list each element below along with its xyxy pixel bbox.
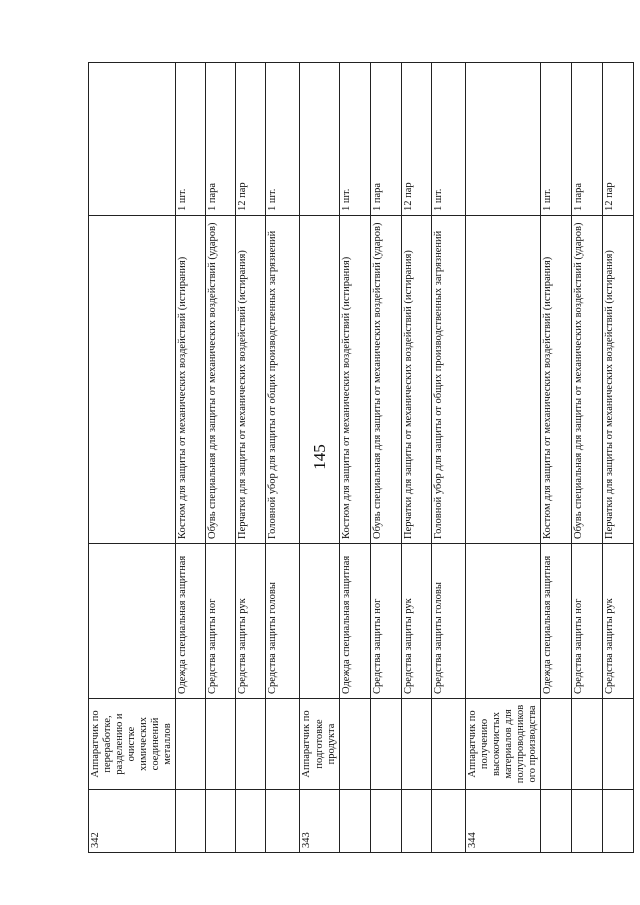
page-number-text: 145 — [310, 444, 329, 470]
table-row — [176, 63, 206, 853]
table-row — [401, 63, 431, 853]
empty-cell — [300, 544, 339, 699]
item-number: 344 — [465, 790, 540, 853]
table-row — [266, 63, 300, 853]
table-row — [431, 63, 465, 853]
gear-name: Головной убор для защиты от общих производственных загрязнений — [266, 216, 300, 544]
table-row — [572, 63, 603, 853]
table-row — [603, 63, 634, 853]
gear-type: Средства защиты головы — [431, 544, 465, 699]
gear-type: Средства защиты ног — [206, 544, 236, 699]
empty-cell — [89, 216, 176, 544]
empty-cell — [300, 216, 339, 544]
gear-type: Средства защиты рук — [401, 544, 431, 699]
gear-name: Перчатки для защиты от механических воздействий (истирания) — [603, 216, 634, 544]
empty-cell — [465, 63, 540, 216]
gear-norm: 1 пара — [206, 63, 236, 216]
gear-norm: 1 шт. — [431, 63, 465, 216]
gear-norm: 12 пар — [401, 63, 431, 216]
section-row — [465, 63, 540, 853]
gear-type: Средства защиты рук — [236, 544, 266, 699]
gear-name: Перчатки для защиты от механических воздействий (истирания) — [236, 216, 266, 544]
section-row — [300, 63, 339, 853]
table-row — [236, 63, 266, 853]
item-number: 343 — [300, 790, 339, 853]
protective-gear-table — [88, 62, 634, 853]
table-row — [541, 63, 572, 853]
gear-norm: 1 шт. — [266, 63, 300, 216]
gear-norm: 1 пара — [370, 63, 401, 216]
empty-cell — [89, 63, 176, 216]
gear-name: Костюм для защиты от механических воздействий (истирания) — [541, 216, 572, 544]
gear-type: Одежда специальная защитная — [541, 544, 572, 699]
gear-type: Средства защиты ног — [572, 544, 603, 699]
item-number: 342 — [89, 790, 176, 853]
gear-norm: 12 пар — [236, 63, 266, 216]
empty-cell — [465, 216, 540, 544]
gear-name: Перчатки для защиты от механических воздействий (истирания) — [401, 216, 431, 544]
gear-type: Средства защиты рук — [603, 544, 634, 699]
gear-name: Обувь специальная для защиты от механических воздействий (ударов) — [572, 216, 603, 544]
gear-name: Костюм для защиты от механических воздействий (истирания) — [339, 216, 370, 544]
gear-norm: 1 шт. — [176, 63, 206, 216]
profession-name: Аппаратчик по подготовке продукта — [300, 699, 339, 790]
gear-type: Средства защиты ног — [370, 544, 401, 699]
gear-norm: 1 шт. — [541, 63, 572, 216]
empty-cell — [465, 544, 540, 699]
empty-cell — [300, 63, 339, 216]
gear-norm: 1 шт. — [339, 63, 370, 216]
table-row — [370, 63, 401, 853]
gear-name: Головной убор для защиты от общих производственных загрязнений — [431, 216, 465, 544]
profession-name: Аппаратчик по получению высокочистых материалов для полупроводникового производства — [465, 699, 540, 790]
profession-name: Аппаратчик по переработке, разделению и очистке химических соединений металлов — [89, 699, 176, 790]
gear-name: Костюм для защиты от механических воздействий (истирания) — [176, 216, 206, 544]
table-row — [339, 63, 370, 853]
gear-name: Обувь специальная для защиты от механических воздействий (ударов) — [206, 216, 236, 544]
gear-type: Средства защиты головы — [266, 544, 300, 699]
gear-type: Одежда специальная защитная — [339, 544, 370, 699]
section-row — [89, 63, 176, 853]
gear-norm: 12 пар — [603, 63, 634, 216]
rotated-table-frame — [88, 63, 615, 853]
gear-type: Одежда специальная защитная — [176, 544, 206, 699]
empty-cell — [89, 544, 176, 699]
gear-name: Обувь специальная для защиты от механических воздействий (ударов) — [370, 216, 401, 544]
table-row — [206, 63, 236, 853]
gear-norm: 1 пара — [572, 63, 603, 216]
